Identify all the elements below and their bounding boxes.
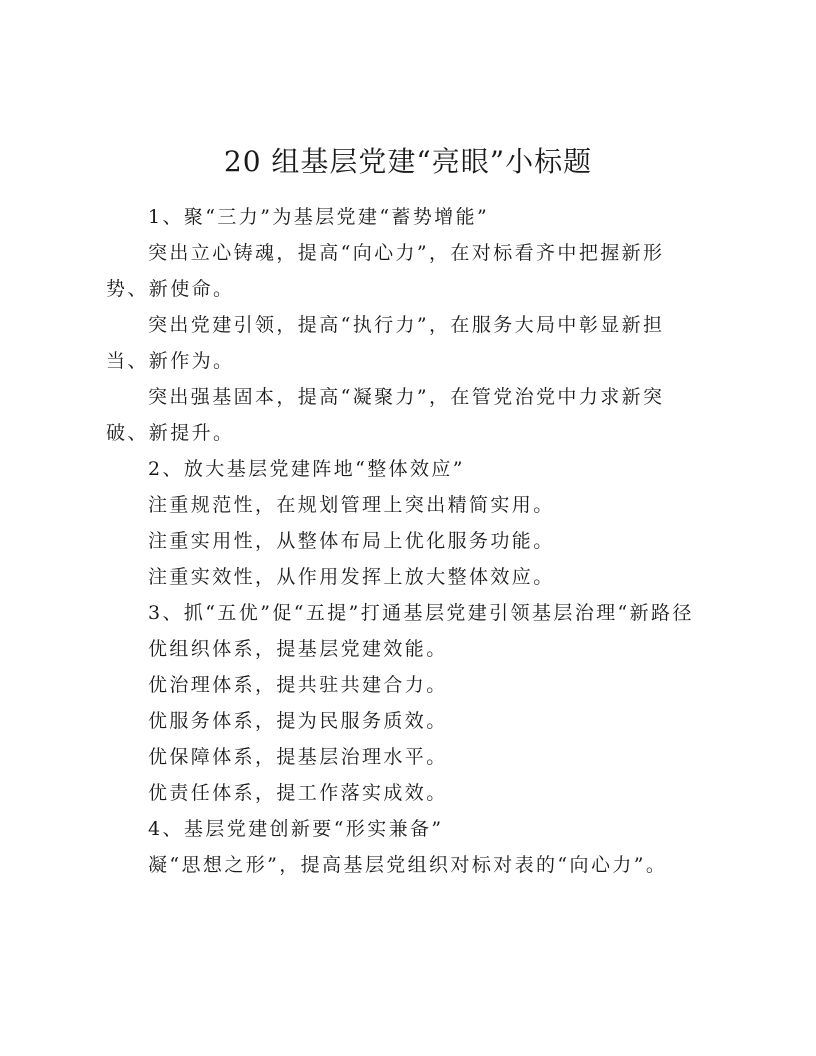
section-heading-1: 1、聚“三力”为基层党建“蓄势增能”	[148, 206, 490, 228]
paragraph: 注重实用性，从整体布局上优化服务功能。	[148, 530, 555, 552]
paragraph: 突出立心铸魂，提高“向心力”，在对标看齐中把握新形势、新使命。	[106, 242, 665, 300]
paragraph: 优责任体系，提工作落实成效。	[148, 782, 448, 804]
section-heading-3: 3、抓“五优”促“五提”打通基层党建引领基层治理“新路径	[148, 602, 694, 624]
paragraph: 突出强基固本，提高“凝聚力”，在管党治党中力求新突破、新提升。	[106, 386, 665, 444]
paragraph: 优组织体系，提基层党建效能。	[148, 638, 448, 660]
section-heading-2: 2、放大基层党建阵地“整体效应”	[148, 458, 465, 480]
paragraph: 优保障体系，提基层治理水平。	[148, 746, 448, 768]
section-heading-4: 4、基层党建创新要“形实兼备”	[148, 818, 444, 840]
document-body	[106, 199, 698, 883]
paragraph: 注重规范性，在规划管理上突出精简实用。	[148, 494, 555, 516]
paragraph: 注重实效性，从作用发挥上放大整体效应。	[148, 566, 555, 588]
paragraph: 凝“思想之形”，提高基层党组织对标对表的“向心力”。	[148, 854, 668, 876]
paragraph: 突出党建引领，提高“执行力”，在服务大局中彰显新担当、新作为。	[106, 314, 665, 372]
document-title: 20 组基层党建“亮眼”小标题	[223, 145, 593, 178]
paragraph: 优治理体系，提共驻共建合力。	[148, 674, 448, 696]
paragraph: 优服务体系，提为民服务质效。	[148, 710, 448, 732]
